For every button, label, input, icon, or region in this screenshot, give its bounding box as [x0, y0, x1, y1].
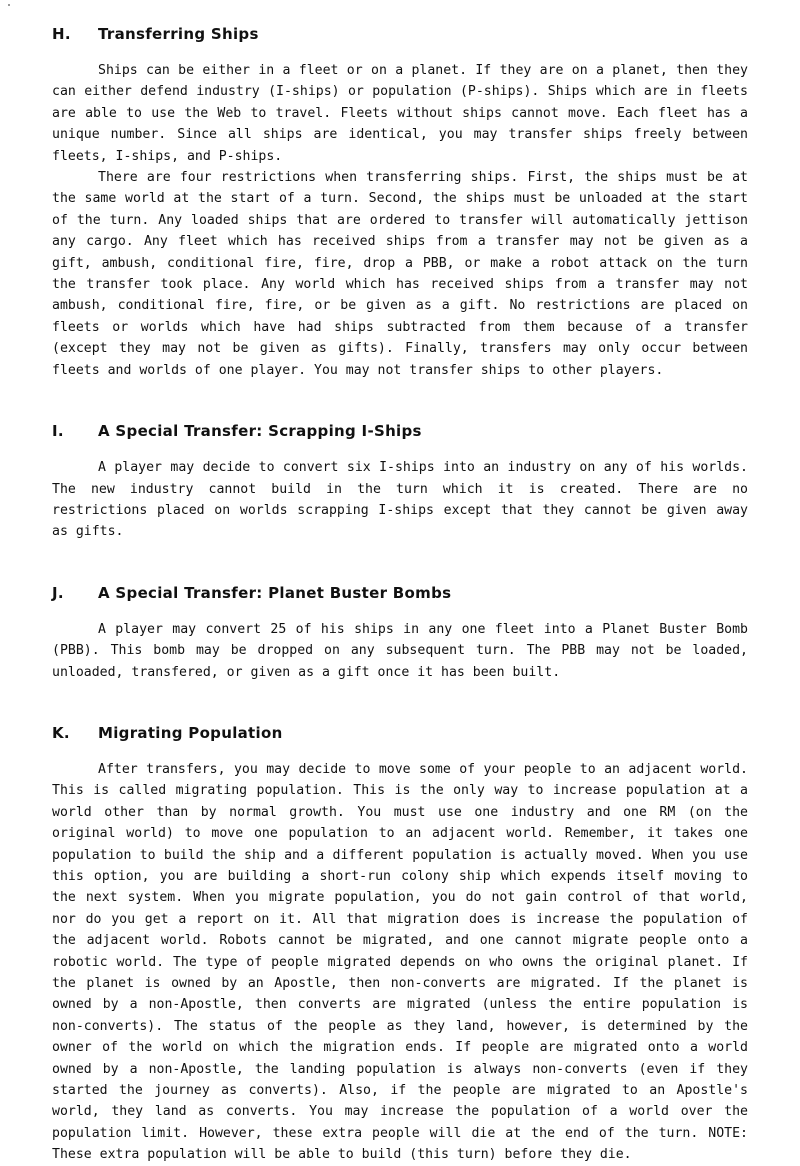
section-letter: H.: [52, 25, 71, 43]
section-gap: [52, 543, 748, 581]
section-letter: I.: [52, 422, 64, 441]
section-letter: J.: [52, 583, 64, 602]
section-body: [52, 619, 748, 683]
paragraph: Ships can be either in a fleet or on a planet. If they are on a planet, then they can either defend industry (I-ships) or population (P-ships). Ships which are in fleets are able to use the Web to travel. Fleets without ships cannot move. Each fleet has a unique number. Since all ships are identical, you may transfer ships freely between fleets, I-ships, and P-ships.: [52, 63, 748, 164]
section-heading: [52, 721, 748, 745]
section-gap: [52, 381, 748, 419]
section-title: Migrating Population: [98, 723, 283, 742]
section-body: [52, 759, 748, 1166]
paragraph: A player may decide to convert six I-ships into an industry on any of his worlds. The new industry cannot build in the turn which it is created. There are no restrictions placed on worlds scrapping I-ships except that they cannot be given away as gifts.: [52, 460, 748, 540]
section-gap: [52, 683, 748, 721]
section-k: [52, 721, 748, 1166]
document-page: [52, 22, 748, 1166]
section-heading: [52, 581, 748, 605]
section-title: Transferring Ships: [98, 25, 259, 43]
section-body: [52, 457, 748, 543]
section-h: [52, 22, 748, 381]
section-heading: [52, 22, 748, 46]
section-i: [52, 419, 748, 543]
section-letter: K.: [52, 723, 70, 742]
section-title: A Special Transfer: Planet Buster Bombs: [98, 583, 452, 602]
section-heading: [52, 419, 748, 443]
paragraph: After transfers, you may decide to move some of your people to an adjacent world. This is called migrating population. This is the only way to increase population at a world other than by normal growth. You must use one industry and one RM (on the original world) to move one population to an adjacent world. Remember, it takes one population to build the ship and a different population is actually moved. When you use this option, you are building a short-run colony ship which expends itself moving to the next system. When you migrate population, you do not gain control of that world, nor do you get a report on it. All that migration does is increase the population of the adjacent world. Robots cannot be migrated, and one cannot migrate people onto a robotic world. The type of people migrated depends on who owns the original planet. If the planet is owned by an Apostle, then non-converts are migrated. If the planet is owned by a non-Apostle, then converts are migrated (unless the entire population is non-converts). The status of the people as they land, however, is determined by the owner of the world on which the migration ends. If people are migrated onto a world owned by a non-Apostle, the landing population is always non-converts (even if they started the journey as converts). Also, if the people are migrated to an Apostle's world, they land as converts. You may increase the population of a world over the population limit. However, these extra people will die at the end of the turn. NOTE: These extra population will be able to build (this turn) before they die.: [52, 761, 748, 1163]
section-j: [52, 581, 748, 683]
paragraph: There are four restrictions when transferring ships. First, the ships must be at the same world at the start of a turn. Second, the ships must be unloaded at the start of the turn. Any loaded ships that are ordered to transfer will automatically jettison any cargo. Any fleet which has received ships from a transfer may not be given as a gift, ambush, conditional fire, fire, drop a PBB, or make a robot attack on the turn the transfer took place. Any world which has received ships from a transfer may not ambush, conditional fire, fire, or be given as a gift. No restrictions are placed on fleets or worlds which have had ships subtracted from them because of a transfer (except they may not be given as gifts). Finally, transfers may only occur between fleets and worlds of one player. You may not transfer ships to other players.: [52, 170, 748, 378]
section-title: A Special Transfer: Scrapping I-Ships: [98, 422, 422, 441]
paragraph: A player may convert 25 of his ships in any one fleet into a Planet Buster Bomb (PBB). This bomb may be dropped on any subsequent turn. The PBB may not be loaded, unloaded, transfered, or given as a gift once it has been built.: [52, 621, 748, 680]
scan-speck: [8, 4, 10, 6]
section-body: [52, 60, 748, 381]
